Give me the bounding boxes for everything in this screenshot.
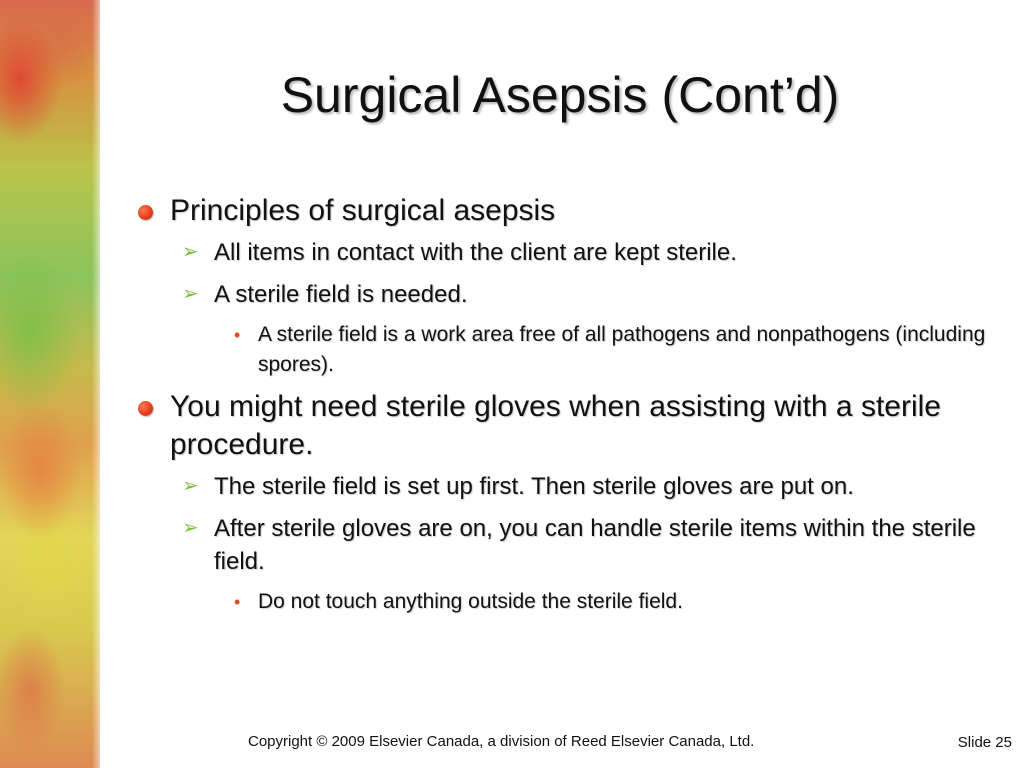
bullet-level-2 bbox=[130, 278, 990, 311]
dot-bullet-icon: • bbox=[234, 325, 241, 345]
slide-number: Slide 25 bbox=[957, 734, 1012, 751]
arrowhead-bullet-icon: ➢ bbox=[182, 241, 199, 263]
bullet-level-2 bbox=[130, 236, 990, 269]
bullet-text: Do not touch anything outside the sterile field. bbox=[258, 590, 683, 613]
decorative-side-strip bbox=[0, 0, 100, 768]
bullet-level-1 bbox=[130, 192, 990, 230]
slide-title: Surgical Asepsis (Cont’d) bbox=[280, 67, 840, 123]
dot-bullet-icon: • bbox=[234, 592, 241, 612]
round-bullet-icon bbox=[138, 401, 153, 416]
bullet-level-2 bbox=[130, 512, 990, 578]
arrowhead-bullet-icon: ➢ bbox=[182, 517, 199, 539]
bullet-level-2 bbox=[130, 470, 990, 503]
bullet-level-1 bbox=[130, 388, 990, 464]
bullet-text: All items in contact with the client are kept sterile. bbox=[214, 239, 737, 266]
arrowhead-bullet-icon: ➢ bbox=[182, 475, 199, 497]
bullet-text: You might need sterile gloves when assisting with a sterile procedure. bbox=[170, 390, 941, 461]
arrowhead-bullet-icon: ➢ bbox=[182, 283, 199, 305]
bullet-text: Principles of surgical asepsis bbox=[170, 194, 556, 227]
bullet-level-3 bbox=[130, 587, 990, 617]
bullet-text: A sterile field is needed. bbox=[214, 281, 468, 308]
bullet-text: After sterile gloves are on, you can handle sterile items within the sterile field. bbox=[214, 515, 976, 575]
slide-body bbox=[130, 192, 990, 625]
bullet-text: The sterile field is set up first. Then sterile gloves are put on. bbox=[214, 473, 854, 500]
bullet-text: A sterile field is a work area free of all pathogens and nonpathogens (including spores). bbox=[258, 323, 986, 376]
bullet-level-3 bbox=[130, 320, 990, 380]
copyright-footer: Copyright © 2009 Elsevier Canada, a division of Reed Elsevier Canada, Ltd. bbox=[248, 733, 755, 750]
round-bullet-icon bbox=[138, 205, 153, 220]
